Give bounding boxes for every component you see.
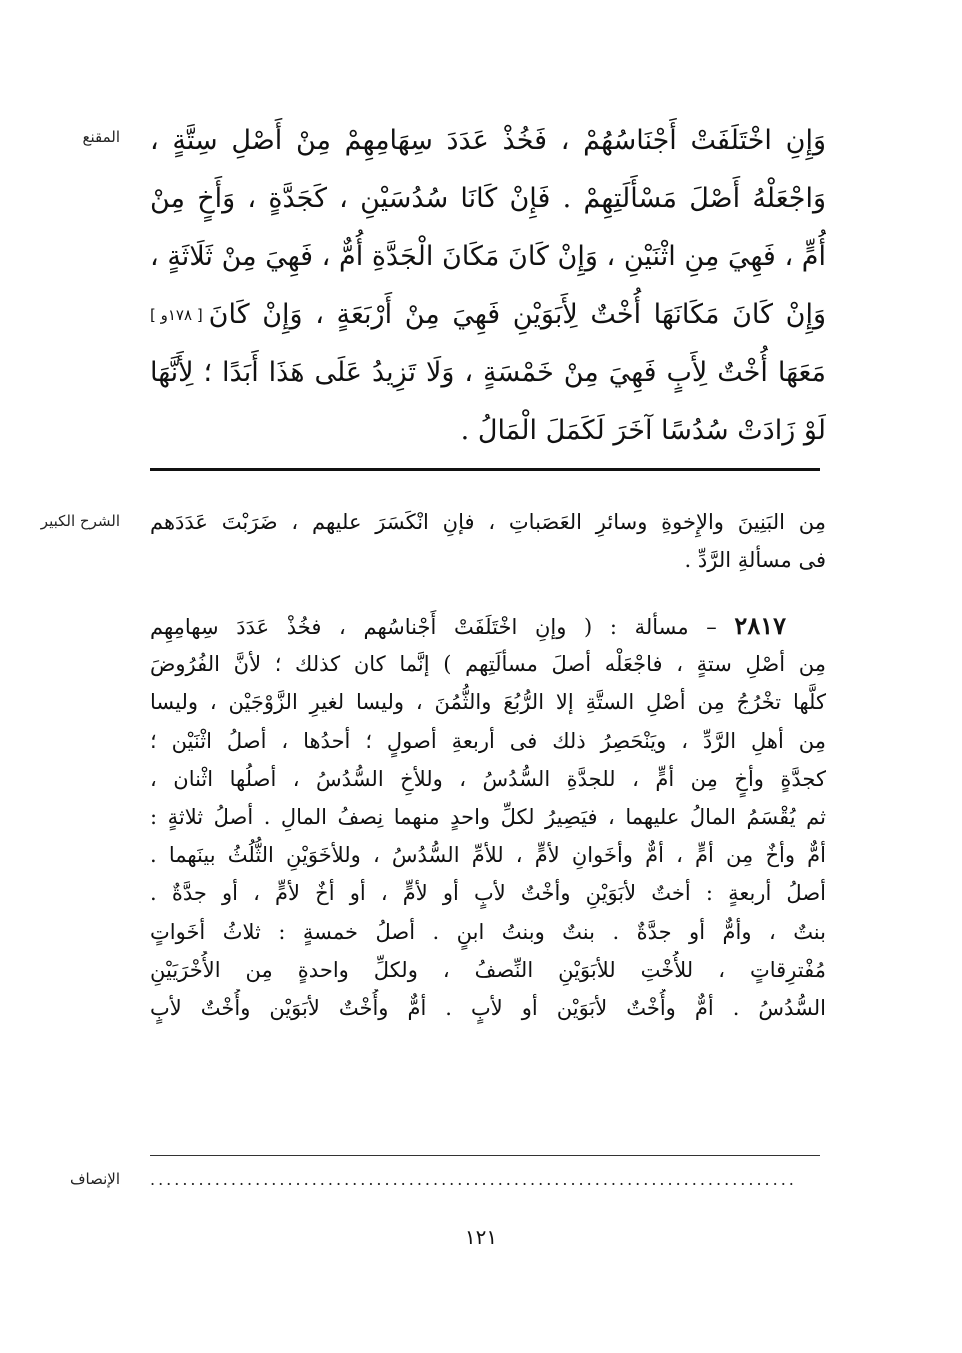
sharh-line: ثم يُقْسَمُ المالُ عليهما ، فيَصِيرُ لكلِّ واحدٍ منهما نِصفُ المالِ . أصلُ ثلاثةٍ : bbox=[150, 804, 826, 829]
muqni-section-label: المقنع bbox=[82, 128, 120, 146]
muqni-line: أُمٍّ ، فَهِيَ مِنِ اثْنَيْنِ ، وَإِنْ كَانَ مَكَانَ الْجَدَّةِ أُمٌّ ، فَهِيَ مِنْ ثَلَاثَةٍ ، bbox=[150, 241, 826, 272]
sharh-line: – مسألة : ( وإنِ اخْتَلَفَتْ أَجْناسُهم ، فخُذْ عَدَدَ سِهامِهِم bbox=[150, 615, 717, 639]
sharh-line: أمٌّ وأخٌ مِن أمٍّ ، أمٌّ وأخَوانِ لأمٍّ ، للأمِّ السُّدُسُ ، وللأخَوَيْنِ الثُّلُثُ بينَهما . bbox=[150, 843, 826, 868]
muqni-line: وَاجْعَلْهُ أَصْلَ مَسْأَلَتِهِمْ . فَإِنْ كَانَا سُدُسَيْنِ ، كَجَدَّةٍ ، وَأَخٍ مِنْ bbox=[150, 183, 826, 214]
sharh-issue-first-line bbox=[150, 607, 826, 645]
muqni-line: وَإِنْ كَانَ مَكَانَهَا أُخْتٌ لِأَبَوَيْنِ فَهِيَ مِنْ أَرْبَعَةٍ ، وَإِنْ كَانَ bbox=[208, 299, 826, 330]
muqni-text-block bbox=[150, 112, 826, 460]
sharh-intro-block bbox=[150, 503, 826, 579]
muqni-line: مَعَهَا أُخْتٌ لِأَبٍ فَهِيَ مِنْ خَمْسَةٍ ، وَلَا تَزِيدُ عَلَى هَذَا أَبَدًا ؛ لِأَنَّهَا bbox=[150, 357, 826, 388]
sharh-line: بنتٌ ، وأمٌّ أو جدَّةٌ . بنتٌ وبنتُ ابنٍ . أصلُ خمسةٍ : ثلاثُ أخَواتٍ bbox=[150, 919, 826, 944]
sharh-line: مُفْترِقاتٍ ، للأُخْتِ للأبَوَيْنِ النِّصفُ ، ولكلِّ واحدةٍ مِن الأُخْرَيَيْنِ bbox=[150, 957, 826, 982]
sharh-line: أصلُ أربعةٍ : أختٌ لأبَوَيْنِ وأخْتٌ لأبٍ أو لأمٍّ ، أو أخٌ لأمٍّ ، أو جدَّةٌ . bbox=[150, 881, 826, 906]
muqni-line-with-marker bbox=[150, 286, 826, 344]
section-divider-rule bbox=[150, 468, 820, 471]
sharh-line: فى مسألةِ الرَّدِّ . bbox=[684, 548, 826, 573]
muqni-line: وَإِنِ اخْتَلَفَتْ أَجْنَاسُهُمْ ، فَخُذْ عَدَدَ سِهَامِهِمْ مِنْ أَصْلِ سِتَّةٍ ، bbox=[150, 125, 826, 156]
sharh-line: السُّدُسُ . أمٌّ وأُخْتٌ لأبَوَيْن أو لأبٍ . أمٌّ وأُخْتٌ لأبَوَيْن وأُخْتٌ لأبٍ bbox=[150, 995, 826, 1020]
sharh-issue-block bbox=[150, 607, 826, 1027]
issue-number: ٢٨١٧ bbox=[734, 611, 786, 640]
insaf-section-label: الإنصاف bbox=[69, 1170, 120, 1188]
muqni-line: لَوْ زَادَتْ سُدُسًا آخَرَ لَكَمَلَ الْمَالُ . bbox=[460, 415, 826, 446]
sharh-section-label: الشرح الكبير bbox=[40, 512, 120, 530]
folio-marker: [ ١٧٨و ] bbox=[150, 306, 203, 324]
insaf-dotted-line: ................................................................................ bbox=[150, 1170, 797, 1189]
sharh-line: مِن أصْلِ ستةٍ ، فاجْعَلْه أصلَ مسألَتِهم ) إنَّما كان كذلك ؛ لأنَّ الفُرُوضَ bbox=[150, 652, 826, 677]
sharh-line: كجدَّةٍ وأخٍ مِن أمٍّ ، للجدَّةِ السُّدُسُ ، وللأخِ السُّدُسُ ، أصلُها اثْنان ، bbox=[150, 766, 826, 791]
sharh-line: مِن أهلِ الرَّدِّ ، ويَنْحَصِرُ ذلك فى أربعةِ أصولٍ ؛ أحدُها ، أصلُ اثْنَيْن ؛ bbox=[150, 728, 826, 753]
page-number: ١٢١ bbox=[464, 1225, 498, 1249]
sharh-line: كلَّها تخْرُجُ مِن أصْلِ الستَّةِ إلا الرُّبُعَ والثُّمُنَ ، وليسا لغيرِ الزَّوْجَيْن ، وليسا bbox=[150, 690, 826, 715]
sharh-line: مِن البَنِينَ والإِخوةِ وسائرِ العَصَباتِ ، فإنِ انْكَسَرَ عليهم ، ضَرَبْتَ عَدَدَهم bbox=[150, 510, 826, 534]
footer-divider-rule bbox=[150, 1155, 820, 1156]
